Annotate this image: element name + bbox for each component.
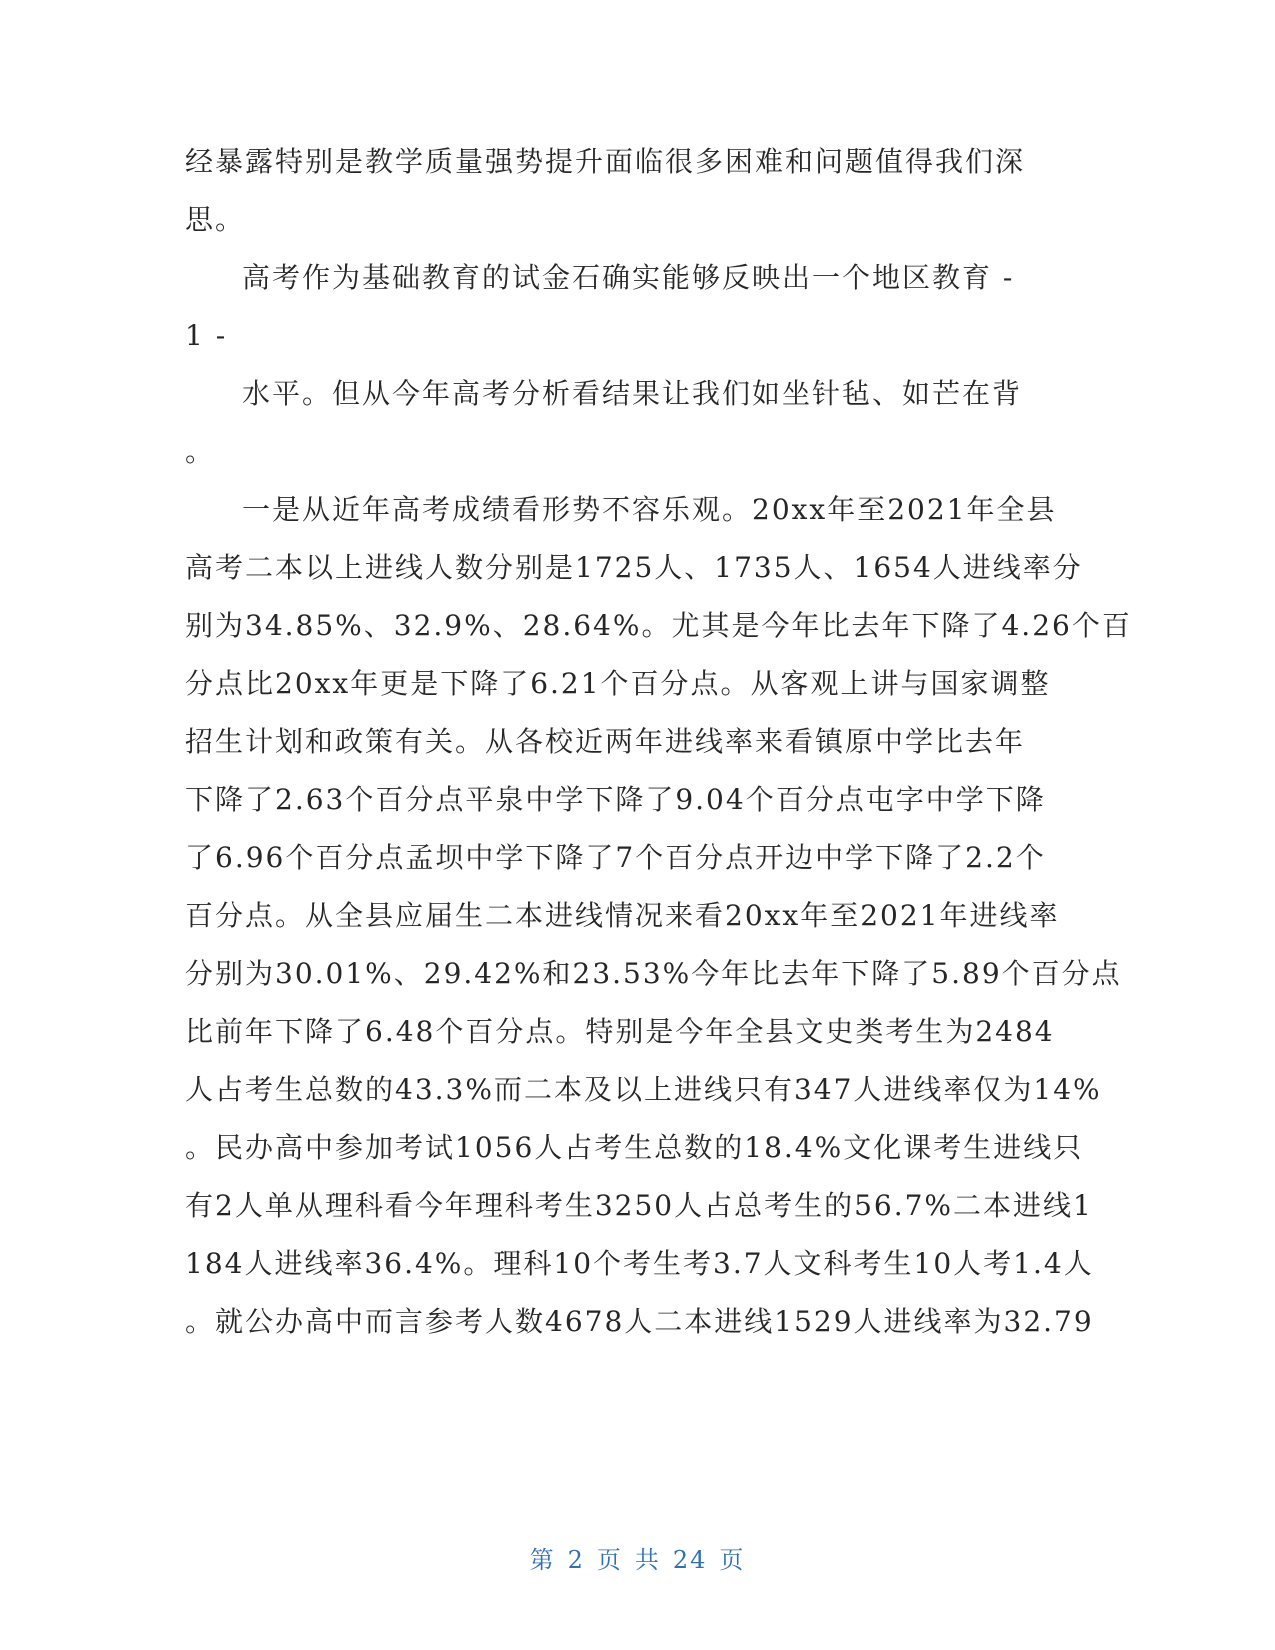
text-line: 比前年下降了6.48个百分点。特别是今年全县文史类考生为2484 — [185, 1015, 1055, 1048]
total-pages-number: 24 — [672, 1546, 708, 1574]
text-line: 人占考生总数的43.3%而二本及以上进线只有347人进线率仅为14% — [185, 1073, 1102, 1106]
footer-page-word: 页 — [596, 1546, 623, 1574]
text-line: 。就公办高中而言参考人数4678人二本进线1529人进线率为32.79 — [185, 1305, 1094, 1338]
text-line: 一是从近年高考成绩看形势不容乐观。20xx年至2021年全县 — [242, 493, 1057, 526]
footer-prefix: 第 — [529, 1546, 556, 1574]
current-page-number: 2 — [567, 1546, 585, 1574]
text-line: 百分点。从全县应届生二本进线情况来看20xx年至2021年进线率 — [185, 899, 1060, 932]
text-line: 1 - — [185, 319, 228, 352]
page-footer — [0, 1540, 1275, 1575]
text-line: 高考作为基础教育的试金石确实能够反映出一个地区教育 - — [242, 261, 1015, 294]
text-line: 分点比20xx年更是下降了6.21个百分点。从客观上讲与国家调整 — [185, 667, 1051, 700]
text-line: 别为34.85%、32.9%、28.64%。尤其是今年比去年下降了4.26个百 — [185, 609, 1132, 642]
text-line: 。 — [185, 435, 216, 468]
text-line: 184人进线率36.4%。理科10个考生考3.7人文科考生10人考1.4人 — [185, 1247, 1094, 1280]
text-line: 分别为30.01%、29.42%和23.53%今年比去年下降了5.89个百分点 — [185, 957, 1122, 990]
footer-suffix: 页 — [719, 1546, 746, 1574]
text-line: 下降了2.63个百分点平泉中学下降了9.04个百分点屯字中学下降 — [185, 783, 1046, 816]
text-line: 了6.96个百分点孟坝中学下降了7个百分点开边中学下降了2.2个 — [185, 841, 1046, 874]
text-line: 水平。但从今年高考分析看结果让我们如坐针毡、如芒在背 — [242, 377, 1023, 410]
text-line: 招生计划和政策有关。从各校近两年进线率来看镇原中学比去年 — [185, 725, 1026, 758]
text-line: 思。 — [185, 203, 246, 236]
text-line: 有2人单从理科看今年理科考生3250人占总考生的56.7%二本进线1 — [185, 1189, 1093, 1222]
text-line: 。民办高中参加考试1056人占考生总数的18.4%文化课考生进线只 — [185, 1131, 1084, 1164]
text-line: 经暴露特别是教学质量强势提升面临很多困难和问题值得我们深 — [185, 145, 1026, 178]
footer-total-word: 共 — [634, 1546, 661, 1574]
text-line: 高考二本以上进线人数分别是1725人、1735人、1654人进线率分 — [185, 551, 1083, 584]
